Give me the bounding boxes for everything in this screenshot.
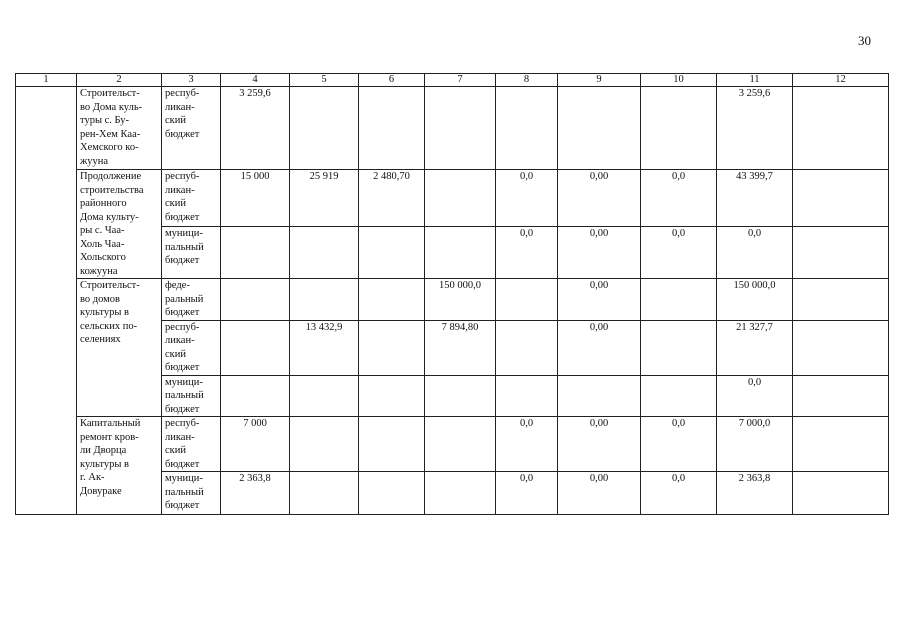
amount-cell-col7 bbox=[425, 472, 496, 515]
amount-cell-col12 bbox=[793, 279, 889, 321]
amount-cell-col4: 3 259,6 bbox=[221, 87, 290, 170]
project-name-cell: Продолжение строительства районного Дома культу- ры с. Чаа- Холь Чаа- Хольского кожууна bbox=[77, 170, 162, 279]
budget-source-cell: респуб- ликан- ский бюджет bbox=[162, 417, 221, 472]
amount-cell-col7: 150 000,0 bbox=[425, 279, 496, 321]
budget-source-cell: респуб- ликан- ский бюджет bbox=[162, 87, 221, 170]
amount-cell-col12 bbox=[793, 227, 889, 279]
amount-cell-col10: 0,0 bbox=[641, 170, 717, 227]
amount-cell-col11: 7 000,0 bbox=[717, 417, 793, 472]
amount-cell-col11: 21 327,7 bbox=[717, 320, 793, 375]
amount-cell-col6 bbox=[359, 87, 425, 170]
amount-cell-col10 bbox=[641, 279, 717, 321]
amount-cell-col12 bbox=[793, 472, 889, 515]
amount-cell-col10: 0,0 bbox=[641, 227, 717, 279]
amount-cell-col10: 0,0 bbox=[641, 417, 717, 472]
amount-cell-col4 bbox=[221, 227, 290, 279]
amount-cell-col7: 7 894,80 bbox=[425, 320, 496, 375]
amount-cell-col9 bbox=[558, 87, 641, 170]
amount-cell-col4: 7 000 bbox=[221, 417, 290, 472]
amount-cell-col9: 0,00 bbox=[558, 320, 641, 375]
budget-source-cell: муници- пальный бюджет bbox=[162, 472, 221, 515]
amount-cell-col6 bbox=[359, 472, 425, 515]
amount-cell-col4 bbox=[221, 320, 290, 375]
project-name-cell: Строительст- во домов культуры в сельских по- селениях bbox=[77, 279, 162, 417]
budget-source-cell: респуб- ликан- ский бюджет bbox=[162, 320, 221, 375]
header-row bbox=[16, 74, 889, 87]
amount-cell-col8 bbox=[496, 320, 558, 375]
amount-cell-col10 bbox=[641, 375, 717, 417]
column-header-11: 11 bbox=[717, 74, 793, 87]
amount-cell-col7 bbox=[425, 375, 496, 417]
amount-cell-col5 bbox=[290, 472, 359, 515]
budget-source-cell: феде- ральный бюджет bbox=[162, 279, 221, 321]
amount-cell-col4 bbox=[221, 279, 290, 321]
amount-cell-col11: 0,0 bbox=[717, 227, 793, 279]
amount-cell-col4: 2 363,8 bbox=[221, 472, 290, 515]
amount-cell-col10 bbox=[641, 87, 717, 170]
column-header-5: 5 bbox=[290, 74, 359, 87]
amount-cell-col12 bbox=[793, 87, 889, 170]
amount-cell-col8: 0,0 bbox=[496, 227, 558, 279]
amount-cell-col8 bbox=[496, 375, 558, 417]
amount-cell-col10 bbox=[641, 320, 717, 375]
amount-cell-col11: 150 000,0 bbox=[717, 279, 793, 321]
amount-cell-col12 bbox=[793, 417, 889, 472]
amount-cell-col7 bbox=[425, 227, 496, 279]
amount-cell-col8 bbox=[496, 87, 558, 170]
column-header-10: 10 bbox=[641, 74, 717, 87]
amount-cell-col8: 0,0 bbox=[496, 417, 558, 472]
amount-cell-col6 bbox=[359, 279, 425, 321]
amount-cell-col5: 25 919 bbox=[290, 170, 359, 227]
amount-cell-col9 bbox=[558, 375, 641, 417]
page-number: 30 bbox=[858, 33, 871, 48]
project-name-cell: Капитальный ремонт кров- ли Дворца культуры в г. Ак- Довураке bbox=[77, 417, 162, 515]
budget-source-cell: муници- пальный бюджет bbox=[162, 227, 221, 279]
amount-cell-col6: 2 480,70 bbox=[359, 170, 425, 227]
amount-cell-col6 bbox=[359, 320, 425, 375]
column-header-4: 4 bbox=[221, 74, 290, 87]
amount-cell-col5 bbox=[290, 87, 359, 170]
section-cell-empty bbox=[16, 87, 77, 515]
amount-cell-col8 bbox=[496, 279, 558, 321]
amount-cell-col9: 0,00 bbox=[558, 279, 641, 321]
column-header-12: 12 bbox=[793, 74, 889, 87]
amount-cell-col10: 0,0 bbox=[641, 472, 717, 515]
amount-cell-col5 bbox=[290, 279, 359, 321]
amount-cell-col8: 0,0 bbox=[496, 472, 558, 515]
amount-cell-col9: 0,00 bbox=[558, 472, 641, 515]
amount-cell-col9: 0,00 bbox=[558, 170, 641, 227]
amount-cell-col7 bbox=[425, 87, 496, 170]
amount-cell-col4 bbox=[221, 375, 290, 417]
column-header-7: 7 bbox=[425, 74, 496, 87]
column-header-2: 2 bbox=[77, 74, 162, 87]
column-header-3: 3 bbox=[162, 74, 221, 87]
amount-cell-col11: 0,0 bbox=[717, 375, 793, 417]
column-header-9: 9 bbox=[558, 74, 641, 87]
column-header-1: 1 bbox=[16, 74, 77, 87]
table-row bbox=[16, 417, 889, 472]
budget-source-cell: респуб- ликан- ский бюджет bbox=[162, 170, 221, 227]
amount-cell-col9: 0,00 bbox=[558, 417, 641, 472]
amount-cell-col11: 3 259,6 bbox=[717, 87, 793, 170]
amount-cell-col7 bbox=[425, 170, 496, 227]
amount-cell-col5 bbox=[290, 417, 359, 472]
table-row bbox=[16, 279, 889, 321]
amount-cell-col6 bbox=[359, 417, 425, 472]
amount-cell-col11: 43 399,7 bbox=[717, 170, 793, 227]
amount-cell-col11: 2 363,8 bbox=[717, 472, 793, 515]
table-row bbox=[16, 170, 889, 227]
amount-cell-col4: 15 000 bbox=[221, 170, 290, 227]
amount-cell-col5 bbox=[290, 227, 359, 279]
amount-cell-col7 bbox=[425, 417, 496, 472]
amount-cell-col12 bbox=[793, 375, 889, 417]
project-name-cell: Строительст- во Дома куль- туры с. Бу- рен-Хем Каа- Хемского ко- жууна bbox=[77, 87, 162, 170]
amount-cell-col6 bbox=[359, 375, 425, 417]
column-header-6: 6 bbox=[359, 74, 425, 87]
amount-cell-col5: 13 432,9 bbox=[290, 320, 359, 375]
amount-cell-col6 bbox=[359, 227, 425, 279]
budget-source-cell: муници- пальный бюджет bbox=[162, 375, 221, 417]
amount-cell-col9: 0,00 bbox=[558, 227, 641, 279]
amount-cell-col8: 0,0 bbox=[496, 170, 558, 227]
amount-cell-col12 bbox=[793, 170, 889, 227]
column-header-8: 8 bbox=[496, 74, 558, 87]
table-row bbox=[16, 87, 889, 170]
budget-table bbox=[15, 73, 889, 515]
amount-cell-col5 bbox=[290, 375, 359, 417]
amount-cell-col12 bbox=[793, 320, 889, 375]
